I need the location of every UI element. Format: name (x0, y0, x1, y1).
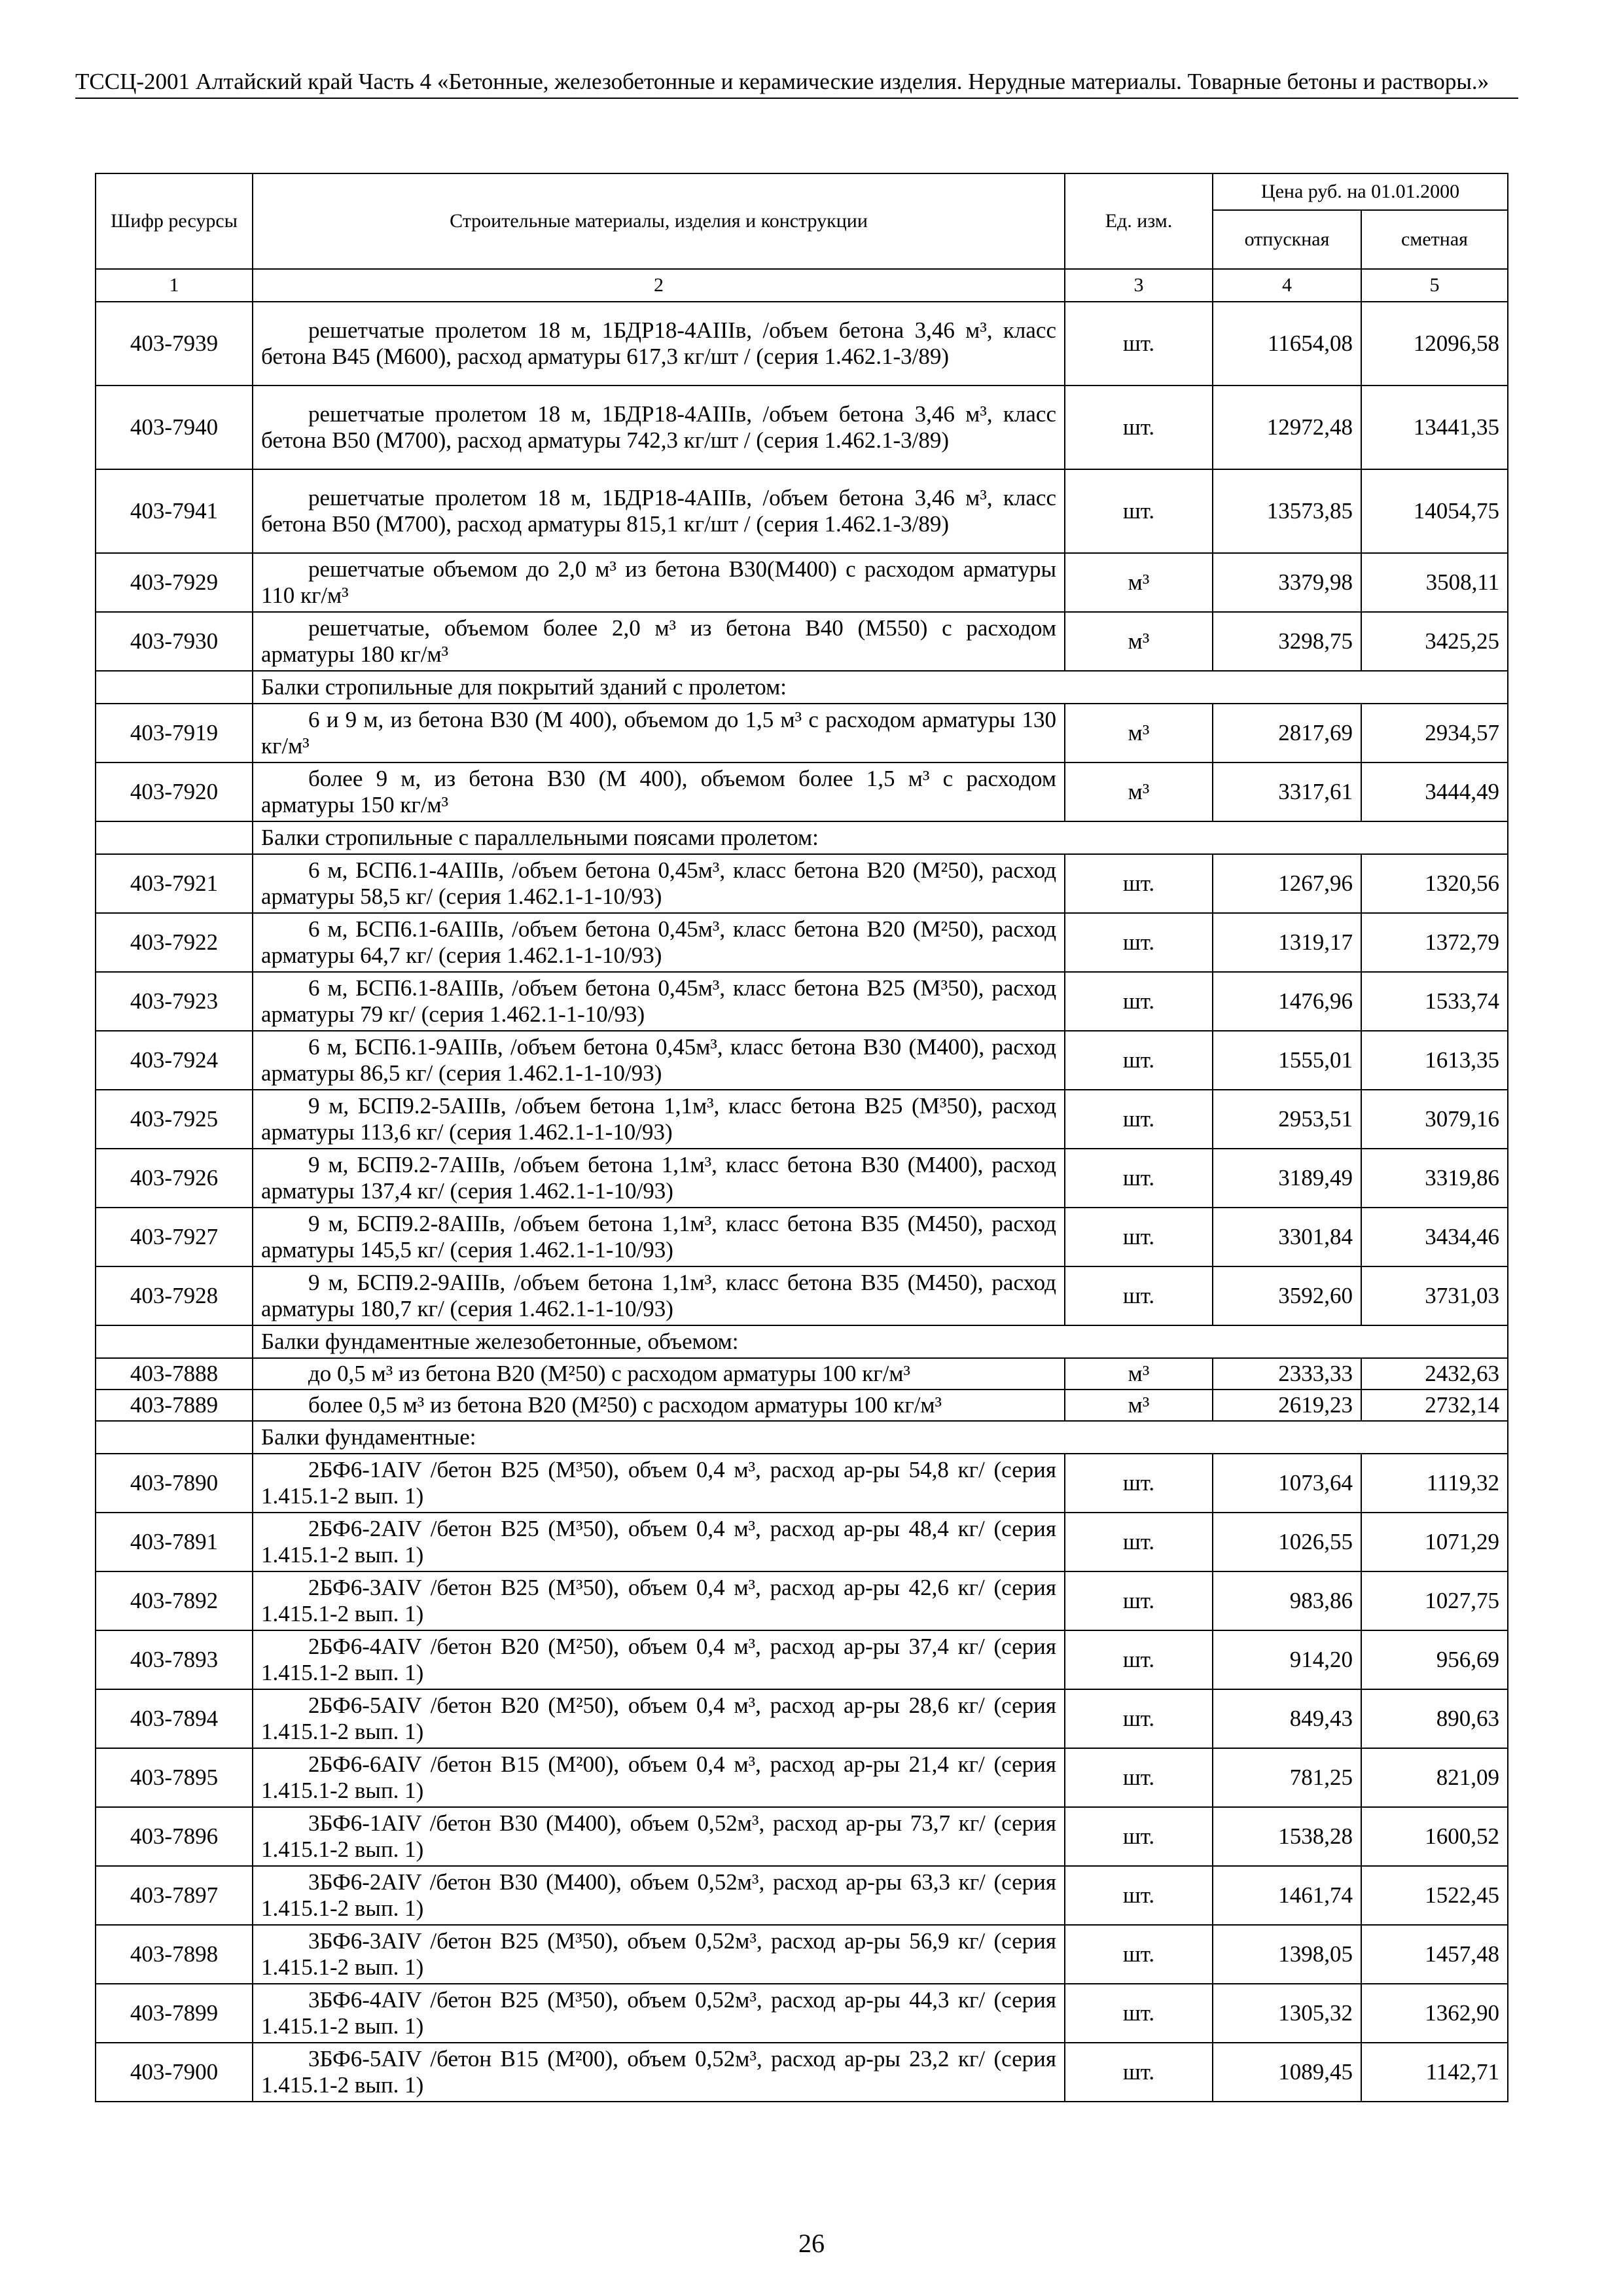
estimate-price: 3444,49 (1361, 762, 1508, 821)
material-name (253, 1390, 1065, 1421)
estimate-price: 1071,29 (1361, 1513, 1508, 1571)
section-row (96, 1421, 1508, 1454)
estimate-price: 3425,25 (1361, 612, 1508, 671)
material-name (253, 1925, 1065, 1984)
table-row (96, 762, 1508, 821)
estimate-price: 3434,46 (1361, 1208, 1508, 1266)
unit-of-measure: шт. (1065, 913, 1213, 972)
release-price: 2817,69 (1213, 704, 1361, 762)
material-name (253, 854, 1065, 913)
release-price: 1555,01 (1213, 1031, 1361, 1090)
table-row (96, 1031, 1508, 1090)
resource-code: 403-7900 (96, 2043, 253, 2102)
column-header-unit: Ед. изм. (1065, 173, 1213, 269)
material-name-text: 2БФ6-4АIV /бетон В20 (М²50), объем 0,4 м³, расход ар-ры 37,4 кг/ (серия 1.415.1-2 вып. 1) (261, 1634, 1056, 1685)
estimate-price: 956,69 (1361, 1630, 1508, 1689)
material-name (253, 1031, 1065, 1090)
unit-of-measure: м³ (1065, 762, 1213, 821)
table-row (96, 1149, 1508, 1208)
section-code-cell (96, 1325, 253, 1358)
material-name-text: 3БФ6-5АIV /бетон В15 (М²00), объем 0,52м³, расход ар-ры 23,2 кг/ (серия 1.415.1-2 вып. 1) (261, 2046, 1056, 2098)
column-number: 3 (1065, 269, 1213, 302)
resource-code: 403-7925 (96, 1090, 253, 1149)
release-price: 12972,48 (1213, 386, 1361, 469)
material-name (253, 1090, 1065, 1149)
table-row (96, 972, 1508, 1031)
material-name (253, 1266, 1065, 1325)
resource-code: 403-7921 (96, 854, 253, 913)
release-price: 1538,28 (1213, 1807, 1361, 1866)
table-row (96, 1866, 1508, 1925)
material-name (253, 1208, 1065, 1266)
column-number: 4 (1213, 269, 1361, 302)
material-name-text: до 0,5 м³ из бетона В20 (М²50) с расходом арматуры 100 кг/м³ (308, 1361, 910, 1386)
resource-code: 403-7896 (96, 1807, 253, 1866)
unit-of-measure: шт. (1065, 2043, 1213, 2102)
table-row (96, 854, 1508, 913)
resource-code: 403-7939 (96, 302, 253, 386)
table-row (96, 1390, 1508, 1421)
material-name-text: решетчатые пролетом 18 м, 1БДР18-4АIIIв, /объем бетона 3,46 м³, класс бетона В50 (М700), расход арматуры 815,1 кг/шт / (серия 1.462.1-3/89) (261, 485, 1056, 537)
estimate-price: 14054,75 (1361, 469, 1508, 553)
table-row (96, 913, 1508, 972)
unit-of-measure: м³ (1065, 612, 1213, 671)
unit-of-measure: шт. (1065, 302, 1213, 386)
estimate-price: 3319,86 (1361, 1149, 1508, 1208)
release-price: 1461,74 (1213, 1866, 1361, 1925)
section-title: Балки стропильные с параллельными поясами пролетом: (253, 821, 1508, 854)
table-row (96, 1689, 1508, 1748)
section-code-cell (96, 671, 253, 704)
estimate-price: 3508,11 (1361, 553, 1508, 612)
material-name (253, 1866, 1065, 1925)
resource-code: 403-7924 (96, 1031, 253, 1090)
table-row (96, 1208, 1508, 1266)
resource-code: 403-7890 (96, 1454, 253, 1513)
page-number: 26 (798, 2229, 825, 2258)
estimate-price: 1533,74 (1361, 972, 1508, 1031)
unit-of-measure: шт. (1065, 1689, 1213, 1748)
release-price: 1026,55 (1213, 1513, 1361, 1571)
unit-of-measure: м³ (1065, 1390, 1213, 1421)
resource-code: 403-7892 (96, 1571, 253, 1630)
material-name-text: 6 м, БСП6.1-9АIIIв, /объем бетона 0,45м³, класс бетона В30 (М400), расход арматуры 86,5 кг/ (серия 1.462.1-1-10/93) (261, 1034, 1056, 1086)
table-row (96, 1984, 1508, 2043)
section-row (96, 1325, 1508, 1358)
release-price: 1319,17 (1213, 913, 1361, 972)
estimate-price: 1613,35 (1361, 1031, 1508, 1090)
unit-of-measure: шт. (1065, 854, 1213, 913)
material-name (253, 1454, 1065, 1513)
material-name-text: 2БФ6-6АIV /бетон В15 (М²00), объем 0,4 м³, расход ар-ры 21,4 кг/ (серия 1.415.1-2 вып. 1) (261, 1751, 1056, 1803)
estimate-price: 821,09 (1361, 1748, 1508, 1807)
material-name-text: 6 и 9 м, из бетона В30 (М 400), объемом до 1,5 м³ с расходом арматуры 130 кг/м³ (261, 707, 1056, 759)
material-name-text: более 0,5 м³ из бетона В20 (М²50) с расходом арматуры 100 кг/м³ (308, 1392, 942, 1418)
resource-code: 403-7898 (96, 1925, 253, 1984)
release-price: 3317,61 (1213, 762, 1361, 821)
release-price: 1267,96 (1213, 854, 1361, 913)
estimate-price: 3079,16 (1361, 1090, 1508, 1149)
column-header-price-group: Цена руб. на 01.01.2000 (1213, 173, 1508, 210)
material-name-text: 3БФ6-1АIV /бетон В30 (М400), объем 0,52м³, расход ар-ры 73,7 кг/ (серия 1.415.1-2 вып. 1) (261, 1810, 1056, 1862)
material-name-text: 6 м, БСП6.1-6АIIIв, /объем бетона 0,45м³, класс бетона В20 (М²50), расход арматуры 64,7 кг/ (серия 1.462.1-1-10/93) (261, 916, 1056, 968)
material-name-text: 9 м, БСП9.2-7АIIIв, /объем бетона 1,1м³, класс бетона В30 (М400), расход арматуры 137,4 кг/ (серия 1.462.1-1-10/93) (261, 1152, 1056, 1204)
material-name (253, 612, 1065, 671)
material-name (253, 469, 1065, 553)
release-price: 1398,05 (1213, 1925, 1361, 1984)
material-name-text: 6 м, БСП6.1-8АIIIв, /объем бетона 0,45м³, класс бетона В25 (М³50), расход арматуры 79 кг/ (серия 1.462.1-1-10/93) (261, 975, 1056, 1027)
estimate-price: 1600,52 (1361, 1807, 1508, 1866)
material-name (253, 1689, 1065, 1748)
unit-of-measure: шт. (1065, 386, 1213, 469)
material-name-text: 2БФ6-5АIV /бетон В20 (М²50), объем 0,4 м³, расход ар-ры 28,6 кг/ (серия 1.415.1-2 вып. 1) (261, 1693, 1056, 1744)
estimate-price: 12096,58 (1361, 302, 1508, 386)
release-price: 849,43 (1213, 1689, 1361, 1748)
material-name (253, 762, 1065, 821)
resource-code: 403-7919 (96, 704, 253, 762)
estimate-price: 1320,56 (1361, 854, 1508, 913)
material-name (253, 972, 1065, 1031)
price-table (95, 173, 1508, 2102)
table-row (96, 1748, 1508, 1807)
table-row (96, 386, 1508, 469)
table-row (96, 1454, 1508, 1513)
resource-code: 403-7929 (96, 553, 253, 612)
material-name-text: более 9 м, из бетона В30 (М 400), объемом более 1,5 м³ с расходом арматуры 150 кг/м³ (261, 766, 1056, 817)
column-header-name: Строительные материалы, изделия и конструкции (253, 173, 1065, 269)
table-row (96, 704, 1508, 762)
table-row (96, 553, 1508, 612)
resource-code: 403-7894 (96, 1689, 253, 1748)
unit-of-measure: шт. (1065, 469, 1213, 553)
material-name (253, 1807, 1065, 1866)
table-row (96, 1358, 1508, 1390)
material-name (253, 386, 1065, 469)
material-name-text: решетчатые объемом до 2,0 м³ из бетона В30(М400) с расходом арматуры 110 кг/м³ (261, 556, 1056, 608)
column-number: 5 (1361, 269, 1508, 302)
material-name-text: 3БФ6-3АIV /бетон В25 (М³50), объем 0,52м³, расход ар-ры 56,9 кг/ (серия 1.415.1-2 вып. 1) (261, 1928, 1056, 1980)
estimate-price: 1372,79 (1361, 913, 1508, 972)
release-price: 914,20 (1213, 1630, 1361, 1689)
resource-code: 403-7922 (96, 913, 253, 972)
material-name-text: 6 м, БСП6.1-4АIIIв, /объем бетона 0,45м³, класс бетона В20 (М²50), расход арматуры 58,5 кг/ (серия 1.462.1-1-10/93) (261, 857, 1056, 909)
release-price: 983,86 (1213, 1571, 1361, 1630)
resource-code: 403-7897 (96, 1866, 253, 1925)
resource-code: 403-7920 (96, 762, 253, 821)
document-header: ТССЦ-2001 Алтайский край Часть 4 «Бетонные, железобетонные и керамические изделия. Нерудные материалы. Товарные бетоны и растворы.» (75, 68, 1518, 99)
material-name (253, 553, 1065, 612)
material-name-text: 3БФ6-4АIV /бетон В25 (М³50), объем 0,52м³, расход ар-ры 44,3 кг/ (серия 1.415.1-2 вып. 1) (261, 1987, 1056, 2039)
column-number: 2 (253, 269, 1065, 302)
material-name-text: 9 м, БСП9.2-8АIIIв, /объем бетона 1,1м³, класс бетона В35 (М450), расход арматуры 145,5 кг/ (серия 1.462.1-1-10/93) (261, 1211, 1056, 1263)
unit-of-measure: шт. (1065, 1090, 1213, 1149)
unit-of-measure: шт. (1065, 1630, 1213, 1689)
material-name (253, 704, 1065, 762)
table-row (96, 469, 1508, 553)
resource-code: 403-7899 (96, 1984, 253, 2043)
material-name-text: решетчатые пролетом 18 м, 1БДР18-4АIIIв, /объем бетона 3,46 м³, класс бетона В45 (М600), расход арматуры 617,3 кг/шт / (серия 1.462.1-3/89) (261, 317, 1056, 369)
unit-of-measure: шт. (1065, 1748, 1213, 1807)
table-row (96, 1807, 1508, 1866)
estimate-price: 1027,75 (1361, 1571, 1508, 1630)
release-price: 781,25 (1213, 1748, 1361, 1807)
section-row (96, 671, 1508, 704)
estimate-price: 2432,63 (1361, 1358, 1508, 1390)
resource-code: 403-7888 (96, 1358, 253, 1390)
table-row (96, 1925, 1508, 1984)
material-name (253, 1149, 1065, 1208)
section-code-cell (96, 1421, 253, 1454)
release-price: 1305,32 (1213, 1984, 1361, 2043)
material-name (253, 913, 1065, 972)
material-name-text: 3БФ6-2АIV /бетон В30 (М400), объем 0,52м³, расход ар-ры 63,3 кг/ (серия 1.415.1-2 вып. 1) (261, 1869, 1056, 1921)
table-row (96, 1090, 1508, 1149)
release-price: 3592,60 (1213, 1266, 1361, 1325)
resource-code: 403-7893 (96, 1630, 253, 1689)
material-name (253, 1571, 1065, 1630)
section-title: Балки фундаментные: (253, 1421, 1508, 1454)
unit-of-measure: шт. (1065, 1149, 1213, 1208)
unit-of-measure: шт. (1065, 1513, 1213, 1571)
estimate-price: 890,63 (1361, 1689, 1508, 1748)
estimate-price: 1457,48 (1361, 1925, 1508, 1984)
section-row (96, 821, 1508, 854)
release-price: 13573,85 (1213, 469, 1361, 553)
unit-of-measure: м³ (1065, 1358, 1213, 1390)
material-name (253, 1513, 1065, 1571)
column-number: 1 (96, 269, 253, 302)
resource-code: 403-7889 (96, 1390, 253, 1421)
table-row (96, 1630, 1508, 1689)
release-price: 3189,49 (1213, 1149, 1361, 1208)
unit-of-measure: шт. (1065, 1925, 1213, 1984)
release-price: 1476,96 (1213, 972, 1361, 1031)
release-price: 1089,45 (1213, 2043, 1361, 2102)
column-header-estimate-price: сметная (1361, 210, 1508, 269)
resource-code: 403-7930 (96, 612, 253, 671)
unit-of-measure: шт. (1065, 1454, 1213, 1513)
resource-code: 403-7891 (96, 1513, 253, 1571)
section-code-cell (96, 821, 253, 854)
material-name (253, 1630, 1065, 1689)
unit-of-measure: м³ (1065, 704, 1213, 762)
unit-of-measure: шт. (1065, 1208, 1213, 1266)
resource-code: 403-7928 (96, 1266, 253, 1325)
material-name-text: 2БФ6-2АIV /бетон В25 (М³50), объем 0,4 м³, расход ар-ры 48,4 кг/ (серия 1.415.1-2 вып. 1) (261, 1516, 1056, 1568)
resource-code: 403-7941 (96, 469, 253, 553)
material-name (253, 1748, 1065, 1807)
material-name-text: 9 м, БСП9.2-9АIIIв, /объем бетона 1,1м³, класс бетона В35 (М450), расход арматуры 180,7 кг/ (серия 1.462.1-1-10/93) (261, 1270, 1056, 1321)
unit-of-measure: шт. (1065, 1031, 1213, 1090)
table-body (96, 302, 1508, 2102)
release-price: 2333,33 (1213, 1358, 1361, 1390)
release-price: 3301,84 (1213, 1208, 1361, 1266)
table-row (96, 1571, 1508, 1630)
estimate-price: 2934,57 (1361, 704, 1508, 762)
unit-of-measure: шт. (1065, 1984, 1213, 2043)
table-row (96, 2043, 1508, 2102)
unit-of-measure: шт. (1065, 1571, 1213, 1630)
resource-code: 403-7927 (96, 1208, 253, 1266)
table-row (96, 302, 1508, 386)
release-price: 1073,64 (1213, 1454, 1361, 1513)
column-header-release-price: отпускная (1213, 210, 1361, 269)
resource-code: 403-7895 (96, 1748, 253, 1807)
resource-code: 403-7940 (96, 386, 253, 469)
resource-code: 403-7923 (96, 972, 253, 1031)
material-name (253, 1358, 1065, 1390)
estimate-price: 1142,71 (1361, 2043, 1508, 2102)
material-name-text: 2БФ6-1АIV /бетон В25 (М³50), объем 0,4 м³, расход ар-ры 54,8 кг/ (серия 1.415.1-2 вып. 1) (261, 1457, 1056, 1509)
table-row (96, 1513, 1508, 1571)
release-price: 2619,23 (1213, 1390, 1361, 1421)
resource-code: 403-7926 (96, 1149, 253, 1208)
material-name-text: решетчатые пролетом 18 м, 1БДР18-4АIIIв, /объем бетона 3,46 м³, класс бетона В50 (М700), расход арматуры 742,3 кг/шт / (серия 1.462.1-3/89) (261, 401, 1056, 453)
unit-of-measure: м³ (1065, 553, 1213, 612)
unit-of-measure: шт. (1065, 1266, 1213, 1325)
material-name (253, 302, 1065, 386)
release-price: 3379,98 (1213, 553, 1361, 612)
table-row (96, 1266, 1508, 1325)
unit-of-measure: шт. (1065, 1807, 1213, 1866)
estimate-price: 3731,03 (1361, 1266, 1508, 1325)
estimate-price: 1362,90 (1361, 1984, 1508, 2043)
estimate-price: 2732,14 (1361, 1390, 1508, 1421)
table-row (96, 612, 1508, 671)
material-name-text: решетчатые, объемом более 2,0 м³ из бетона В40 (М550) с расходом арматуры 180 кг/м³ (261, 615, 1056, 667)
section-title: Балки стропильные для покрытий зданий с пролетом: (253, 671, 1508, 704)
material-name-text: 2БФ6-3АIV /бетон В25 (М³50), объем 0,4 м³, расход ар-ры 42,6 кг/ (серия 1.415.1-2 вып. 1) (261, 1575, 1056, 1626)
unit-of-measure: шт. (1065, 972, 1213, 1031)
release-price: 2953,51 (1213, 1090, 1361, 1149)
estimate-price: 1522,45 (1361, 1866, 1508, 1925)
estimate-price: 1119,32 (1361, 1454, 1508, 1513)
section-title: Балки фундаментные железобетонные, объемом: (253, 1325, 1508, 1358)
release-price: 11654,08 (1213, 302, 1361, 386)
material-name (253, 1984, 1065, 2043)
release-price: 3298,75 (1213, 612, 1361, 671)
estimate-price: 13441,35 (1361, 386, 1508, 469)
material-name (253, 2043, 1065, 2102)
column-header-code: Шифр ресурсы (96, 173, 253, 269)
material-name-text: 9 м, БСП9.2-5АIIIв, /объем бетона 1,1м³, класс бетона В25 (М³50), расход арматуры 113,6 кг/ (серия 1.462.1-1-10/93) (261, 1093, 1056, 1145)
unit-of-measure: шт. (1065, 1866, 1213, 1925)
